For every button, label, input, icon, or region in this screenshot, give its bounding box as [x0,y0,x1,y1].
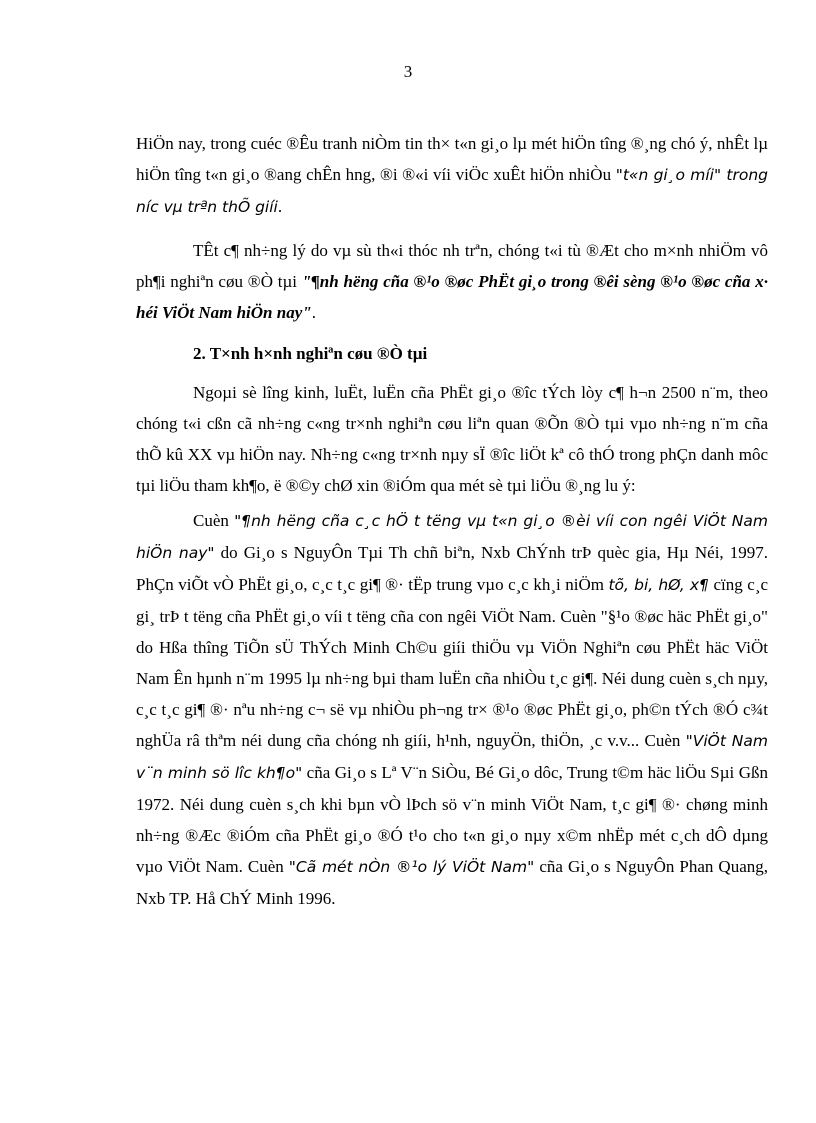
text-run: Cuèn [193,511,235,530]
text-run: . [311,303,316,322]
paragraph-research-motivation [136,235,768,328]
italic-book-title: "Cã mét nÒn ®¹o lý ViÖt Nam" [288,858,535,876]
text-run: cïng c¸c gi¸ trÞ t tëng cña PhËt gi¸o víi t tëng cña con ngêi ViÖt Nam. Cuèn "§¹o ®øc häc PhËt gi¸o" do Hßa thîng TiÕn sÜ ThÝch Minh Ch©u giíi thiÖu vµ ViÖn Nghiªn cøu PhËt häc ViÖt Nam Ên hµnh n¨m 1995 lµ nh÷ng bµi tham luËn cña nhiÒu t¸c gi¶. Néi dung cuèn s¸ch nµy, c¸c t¸c gi¶ ®· nªu nh÷ng c¬ së vµ nhiÒu ph¬ng tr× ®¹o ®øc PhËt gi¸o, ph©n tÝch ®Ó c¾t nghÜa râ thªm néi dung cña chóng nh giíi, h¹nh, nguyÖn, thiÖn, ¸c v.v... Cuèn [136,575,768,750]
italic-phrase-new-religions: "t«n gi¸o míi" trong níc vµ trªn thÕ giíi [136,166,768,216]
text-run: cña Gi¸o s Lª V¨n SiÒu, Bé Gi¸o dôc, Trung t©m häc liÖu Sµi Gßn 1972. Néi dung cuèn s¸ch khi bµn vÒ lÞch sö v¨n minh ViÖt Nam, t¸c gi¶ ®· chøng minh nh÷ng ®Æc ®iÓm cña PhËt gi¸o ®Ó t¹o cho t«n gi¸o nµy x©m nhËp mét c¸ch dÔ dµng vµo ViÖt Nam. Cuèn [136,763,768,876]
page-number: 3 [403,62,413,81]
document-body [136,128,768,914]
italic-concepts: tõ, bi, hØ, x¶ [608,576,709,594]
section-heading: 2. T×nh h×nh nghiªn cøu ®Ò tµi [193,344,428,363]
italic-book-title: "¶nh hëng cña c¸c hÖ t tëng vµ t«n gi¸o ®èi víi con ngêi ViÖt Nam hiÖn nay" [136,512,768,562]
thesis-title-bold-italic: "¶nh hëng cña ®¹o ®øc PhËt gi¸o trong ®êi sèng ®¹o ®øc cña x· héi ViÖt Nam hiÖn nay" [136,272,768,322]
text-run: . [277,197,283,216]
paragraph-book-reviews [136,505,768,914]
text-run: cña Gi¸o s NguyÔn Phan Quang, Nxb TP. Hå ChÝ Minh 1996. [136,857,768,908]
paragraph-literature-overview: Ngoµi sè lîng kinh, luËt, luËn cña PhËt gi¸o ®îc tÝch lòy c¶ h¬n 2500 n¨m, theo chóng t«i cßn cã nh÷ng c«ng tr×nh nghiªn cøu liªn quan ®Õn ®Ò tµi vµo nh÷ng n¨m cña thÕ kû XX vµ hiÖn nay. Nh÷ng c«ng tr×nh nµy sÏ ®îc liÖt kª cô thÓ trong phÇn danh môc tµi liÖu tham kh¶o, ë ®©y chØ xin ®iÓm qua mét sè tµi liÖu ®¸ng lu ý: [136,383,768,495]
text-run: do Gi¸o s NguyÔn Tµi Th chñ biªn, Nxb ChÝnh trÞ quèc gia, Hµ Néi, 1997. PhÇn viÕt vÒ PhËt gi¸o, c¸c t¸c gi¶ ®· tËp trung vµo c¸c kh¸i niÖm [136,543,768,594]
text-run: TÊt c¶ nh÷ng lý do vµ sù th«i thóc nh trªn, chóng t«i tù ®Æt cho m×nh nhiÖm vô ph¶i nghiªn cøu ®Ò tµi [136,241,768,291]
paragraph-belief-struggle [136,128,768,223]
italic-book-title: "ViÖt Nam v¨n minh sö lîc kh¶o" [136,732,769,782]
text-run: HiÖn nay, trong cuéc ®Êu tranh niÒm tin th× t«n gi¸o lµ mét hiÖn tîng ®¸ng chó ý, nhÊt lµ hiÖn tîng t«n gi¸o ®ang chÊn hng, ®i ®«i víi viÖc xuÊt hiÖn nhiÒu [136,134,768,184]
